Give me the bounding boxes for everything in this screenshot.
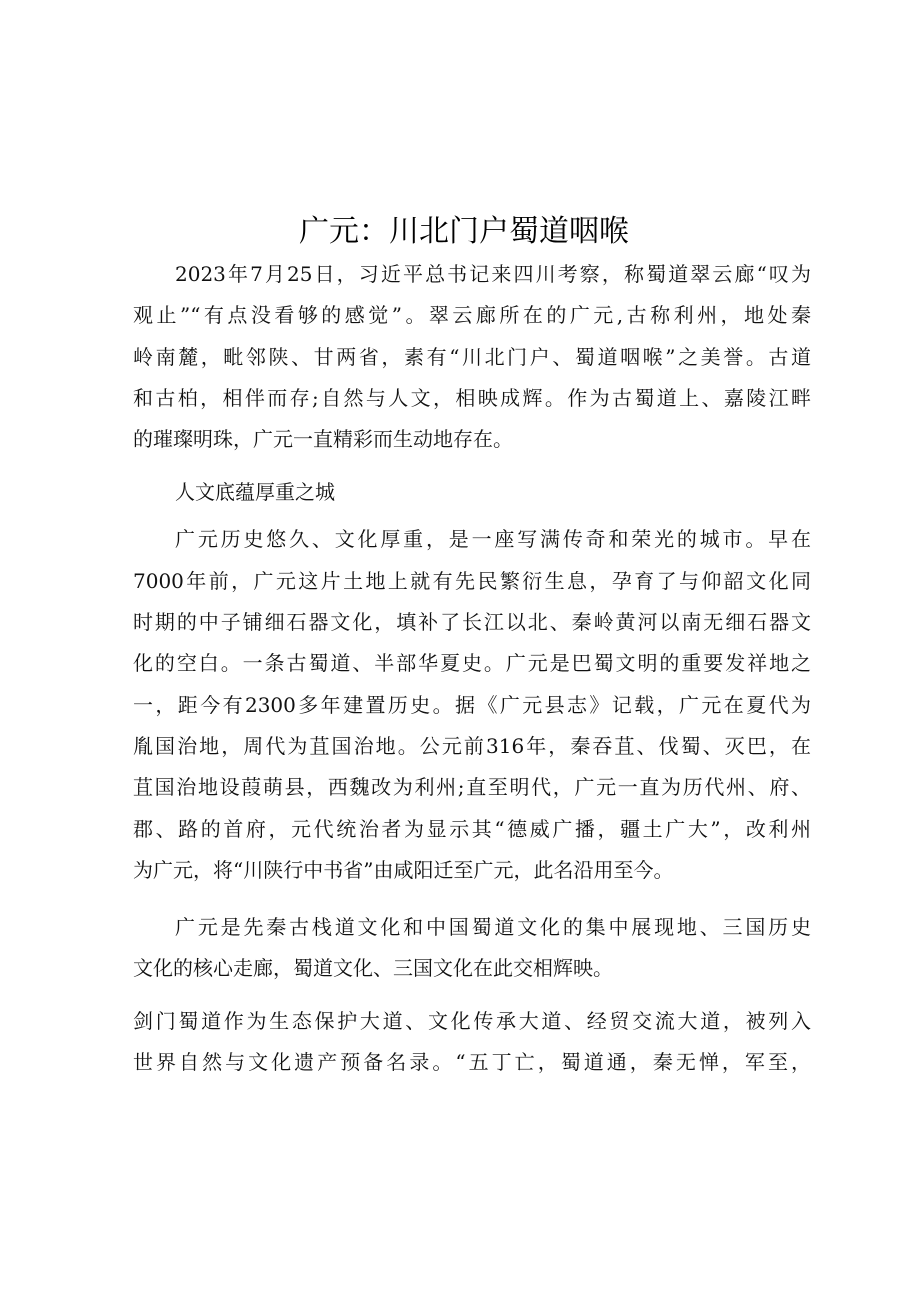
text-line: 郡、路的首府，元代统治者为显示其“德威广播，疆土广大”，改利州 <box>133 816 811 841</box>
text-line: 2023年7月25日，习近平总书记来四川考察，称蜀道翠云廊“叹为 <box>175 262 811 286</box>
text-line: 剑门蜀道作为生态保护大道、文化传承大道、经贸交流大道，被列入 <box>133 1008 811 1033</box>
text-line: 苴国治地设葭萌县，西魏改为利州;直至明代，广元一直为历代州、府、 <box>133 775 811 800</box>
paragraph-jianmen <box>133 1001 811 1084</box>
section-heading: 人文底蕴厚重之城 <box>175 480 335 505</box>
paragraph-history <box>133 519 811 891</box>
text-line: 观止”“有点没看够的感觉”。翠云廊所在的广元,古称利州，地处秦 <box>133 303 811 328</box>
paragraph-intro <box>133 254 811 460</box>
text-line: 化的空白。一条古蜀道、半部华夏史。广元是巴蜀文明的重要发祥地之 <box>133 651 811 676</box>
text-line: 和古柏，相伴而存;自然与人文，相映成辉。作为古蜀道上、嘉陵江畔 <box>133 385 811 410</box>
text-line: 文化的核心走廊，蜀道文化、三国文化在此交相辉映。 <box>133 956 613 981</box>
text-line: 广元是先秦古栈道文化和中国蜀道文化的集中展现地、三国历史 <box>175 915 811 940</box>
document-title: 广元：川北门户蜀道咽喉 <box>299 214 629 249</box>
text-line: 的璀璨明珠，广元一直精彩而生动地存在。 <box>133 427 513 452</box>
text-line: 岭南麓，毗邻陕、甘两省，素有“川北门户、蜀道咽喉”之美誉。古道 <box>133 344 811 369</box>
text-line: 时期的中子铺细石器文化，填补了长江以北、秦岭黄河以南无细石器文 <box>133 610 811 635</box>
text-line: 7000年前，广元这片土地上就有先民繁衍生息，孕育了与仰韶文化同 <box>133 568 811 593</box>
paragraph-culture <box>133 907 811 990</box>
text-line: 广元历史悠久、文化厚重，是一座写满传奇和荣光的城市。早在 <box>175 527 811 552</box>
text-line: 胤国治地，周代为苴国治地。公元前316年，秦吞苴、伐蜀、灭巴，在 <box>133 733 811 758</box>
text-line: 世界自然与文化遗产预备名录。“五丁亡，蜀道通，秦无惮，军至， <box>133 1050 811 1075</box>
text-line: 为广元，将“川陕行中书省”由咸阳迁至广元，此名沿用至今。 <box>133 857 674 882</box>
document-body <box>133 254 811 1083</box>
text-line: 一，距今有2300多年建置历史。据《广元县志》记载，广元在夏代为 <box>133 692 811 717</box>
